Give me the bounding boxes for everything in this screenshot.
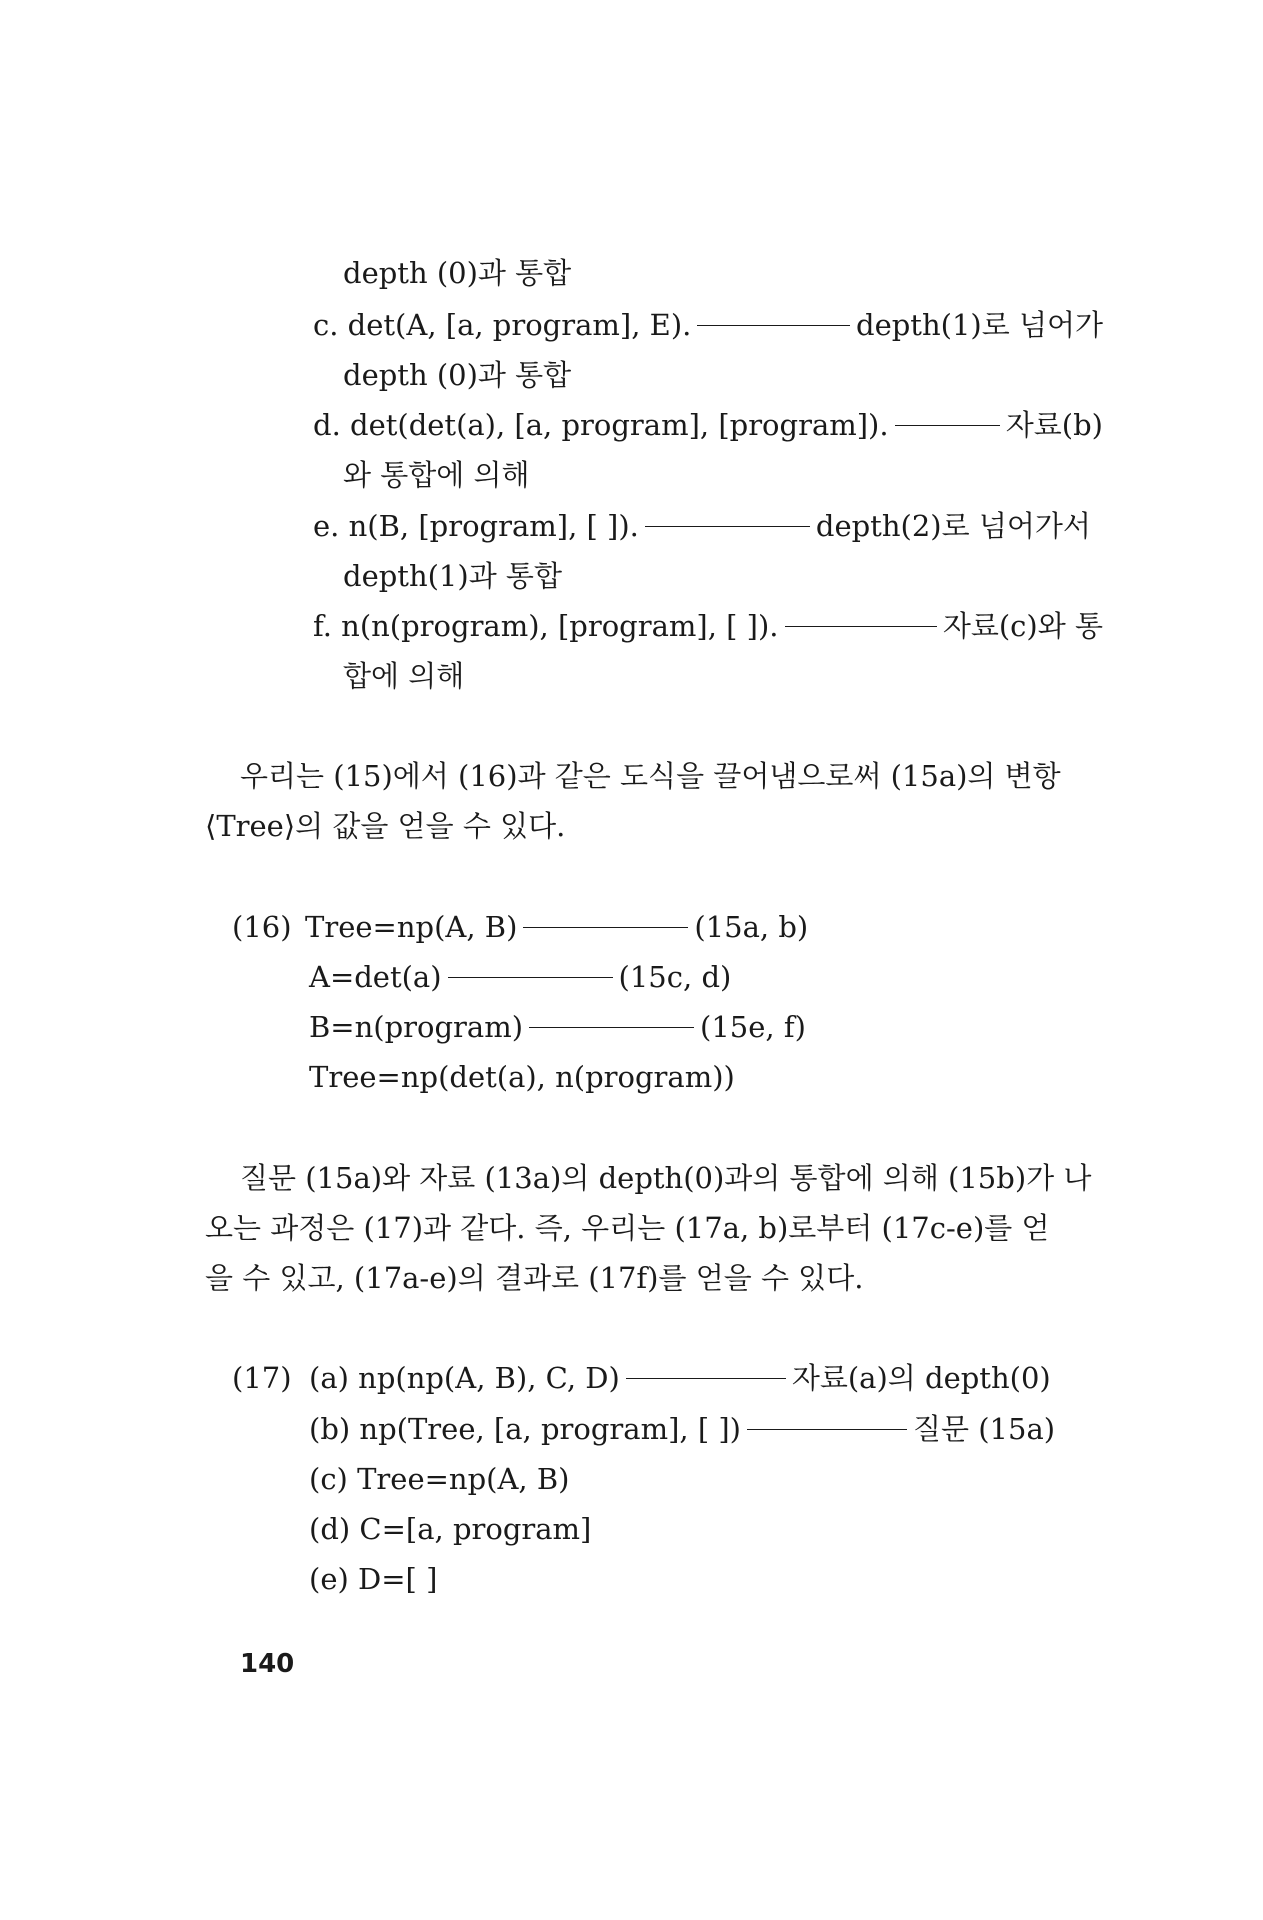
item-e-tail: depth(2)로 넘어가서 xyxy=(815,509,1091,543)
item-c-lead: c. det(A, [a, program], E). xyxy=(313,308,692,342)
item-f-tail: 자료(c)와 통 xyxy=(942,609,1103,643)
item-f xyxy=(313,606,1103,646)
item-b-continuation: depth (0)과 통합 xyxy=(343,256,572,290)
page-number: 140 xyxy=(240,1649,295,1679)
item-c-leader-line xyxy=(697,325,850,326)
example-17-a-lead: (a) np(np(A, B), C, D) xyxy=(309,1361,620,1395)
example-17-label: (17) xyxy=(232,1361,292,1395)
item-e-lead: e. n(B, [program], [ ]). xyxy=(313,509,639,543)
example-16-row-1-lead: Tree=np(A, B) xyxy=(305,910,518,944)
item-f-leader-line xyxy=(785,626,937,627)
example-16-row-4: Tree=np(det(a), n(program)) xyxy=(309,1060,735,1094)
item-d-lead: d. det(det(a), [a, program], [program]). xyxy=(313,408,889,442)
example-17-b-lead: (b) np(Tree, [a, program], [ ]) xyxy=(309,1412,741,1446)
item-d xyxy=(313,405,1103,445)
item-c-continuation: depth (0)과 통합 xyxy=(343,358,572,392)
example-16-row-2-tail: (15c, d) xyxy=(618,960,732,994)
example-16-row-2 xyxy=(309,957,731,997)
example-17-a xyxy=(309,1358,1051,1398)
paragraph-2-line-2: 오는 과정은 (17)과 같다. 즉, 우리는 (17a, b)로부터 (17c-e)를 얻 xyxy=(205,1211,1050,1245)
item-e-continuation: depth(1)과 통합 xyxy=(343,559,562,593)
item-f-continuation: 합에 의해 xyxy=(343,659,465,693)
example-17-a-tail: 자료(a)의 depth(0) xyxy=(791,1361,1051,1395)
item-d-tail: 자료(b) xyxy=(1005,408,1103,442)
example-16-row-3-tail: (15e, f) xyxy=(700,1010,806,1044)
item-e xyxy=(313,506,1103,546)
item-d-continuation: 와 통합에 의해 xyxy=(343,458,530,492)
item-f-lead: f. n(n(program), [program], [ ]). xyxy=(313,609,779,643)
example-16-row-1 xyxy=(305,907,808,947)
example-16-row-3-leader-line xyxy=(529,1027,694,1028)
item-e-leader-line xyxy=(645,526,810,527)
example-17-b-leader-line xyxy=(747,1429,907,1430)
item-d-leader-line xyxy=(895,425,1000,426)
example-17-d: (d) C=[a, program] xyxy=(309,1512,592,1546)
example-16-row-3-lead: B=n(program) xyxy=(309,1010,524,1044)
example-17-e: (e) D=[ ] xyxy=(309,1562,438,1596)
example-17-a-leader-line xyxy=(626,1378,786,1379)
item-c xyxy=(313,305,1103,345)
example-17-c: (c) Tree=np(A, B) xyxy=(309,1462,570,1496)
example-16-row-1-tail: (15a, b) xyxy=(694,910,809,944)
example-16-row-2-leader-line xyxy=(448,977,613,978)
paragraph-2-line-1: 질문 (15a)와 자료 (13a)의 depth(0)과의 통합에 의해 (15b)가 나 xyxy=(240,1161,1092,1195)
example-17-b-tail: 질문 (15a) xyxy=(912,1412,1056,1446)
paragraph-1-line-1: 우리는 (15)에서 (16)과 같은 도식을 끌어냄으로써 (15a)의 변항 xyxy=(240,759,1061,793)
paragraph-2-line-3: 을 수 있고, (17a-e)의 결과로 (17f)를 얻을 수 있다. xyxy=(205,1261,864,1295)
example-16-label: (16) xyxy=(232,910,292,944)
example-16-row-2-lead: A=det(a) xyxy=(309,960,442,994)
example-16-row-1-leader-line xyxy=(523,927,688,928)
example-17-b xyxy=(309,1409,1055,1449)
item-c-tail: depth(1)로 넘어가 xyxy=(856,308,1103,342)
paragraph-1-line-2: ⟨Tree⟩의 값을 얻을 수 있다. xyxy=(205,809,566,843)
example-16-row-3 xyxy=(309,1007,806,1047)
